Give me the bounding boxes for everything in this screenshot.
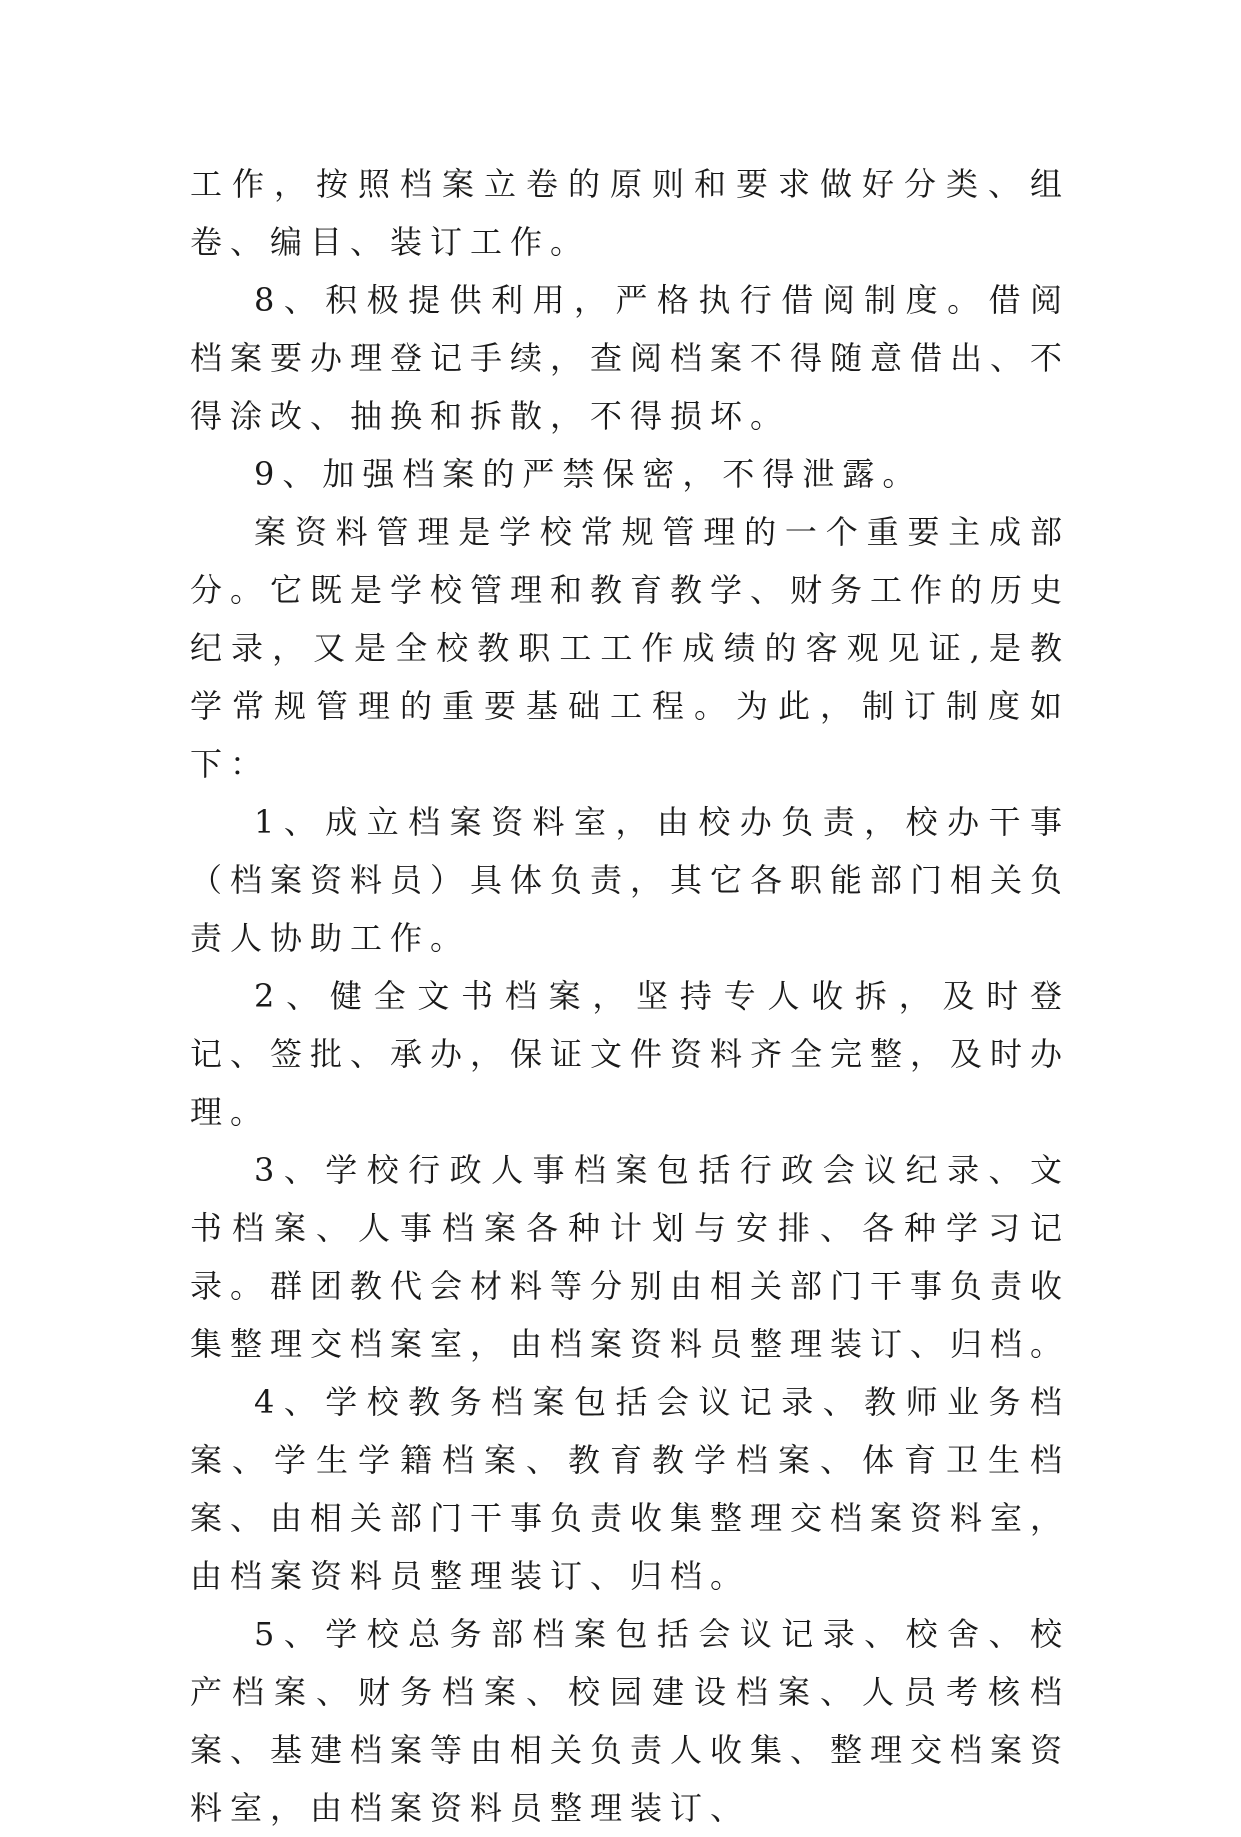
paragraph-item-5: 5、学校总务部档案包括会议记录、校舍、校产档案、财务档案、校园建设档案、人员考核档案、基建档案等由相关负责人收集、整理交档案资料室，由档案资料员整理装订、	[190, 1615, 1071, 1827]
paragraph-intro: 案资料管理是学校常规管理的一个重要主成部分。它既是学校管理和教育教学、财务工作的历史纪录，又是全校教职工工作成绩的客观见证,是教学常规管理的重要基础工程。为此，制订制度如下：	[190, 513, 1071, 783]
paragraph-item-1: 1、成立档案资料室，由校办负责，校办干事（档案资料员）具体负责，其它各职能部门相关负责人协助工作。	[190, 803, 1071, 957]
paragraph-item-2: 2、健全文书档案，坚持专人收拆，及时登记、签批、承办，保证文件资料齐全完整，及时办理。	[190, 977, 1071, 1131]
paragraph-item-3: 3、学校行政人事档案包括行政会议纪录、文书档案、人事档案各种计划与安排、各种学习记录。群团教代会材料等分别由相关部门干事负责收集整理交档案室，由档案资料员整理装订、归档。	[190, 1151, 1071, 1363]
paragraph-item-8: 8、积极提供利用，严格执行借阅制度。借阅档案要办理登记手续，查阅档案不得随意借出、不得涂改、抽换和拆散，不得损坏。	[190, 281, 1071, 435]
document-body	[190, 155, 1070, 1837]
paragraph-continuation: 工作，按照档案立卷的原则和要求做好分类、组卷、编目、装订工作。	[190, 165, 1070, 261]
paragraph-item-4: 4、学校教务档案包括会议记录、教师业务档案、学生学籍档案、教育教学档案、体育卫生档案、由相关部门干事负责收集整理交档案资料室，由档案资料员整理装订、归档。	[190, 1383, 1071, 1595]
paragraph-item-9: 9、加强档案的严禁保密，不得泄露。	[254, 455, 923, 493]
